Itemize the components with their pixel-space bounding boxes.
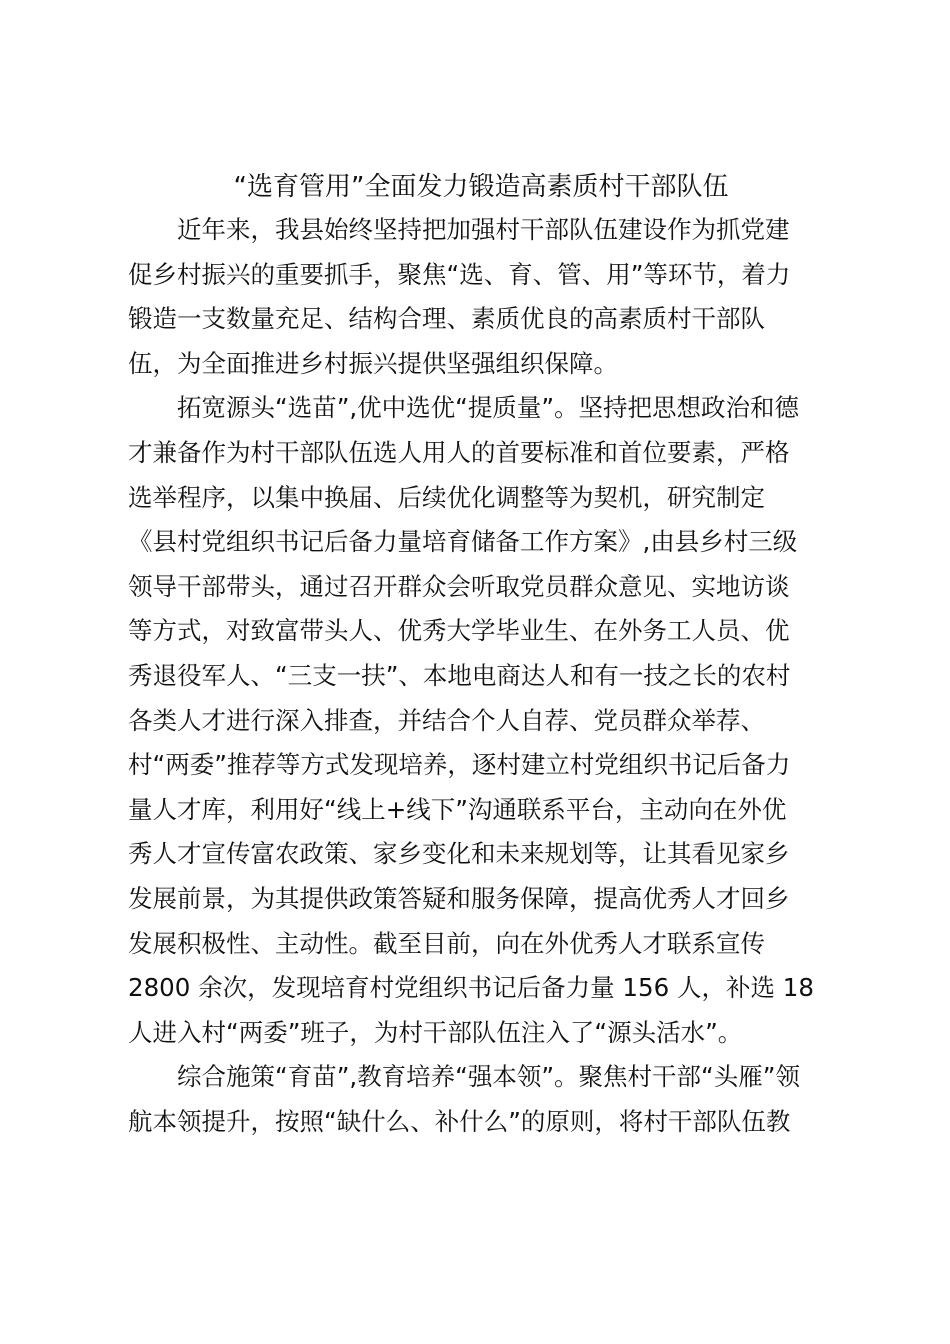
- text-line: 秀人才宣传富农政策、家乡变化和未来规划等，让其看见家乡: [128, 839, 790, 869]
- text-line: 才兼备作为村干部队伍选人用人的首要标准和首位要素，严格: [128, 437, 790, 467]
- text-line: 伍，为全面推进乡村振兴提供坚强组织保障。: [128, 348, 618, 378]
- text-line: 航本领提升，按照“缺什么、补什么”的原则，将村干部队伍教: [128, 1106, 791, 1136]
- text-line: 各类人才进行深入排查，并结合个人自荐、党员群众举荐、: [128, 705, 765, 735]
- text-line: 近年来，我县始终坚持把加强村干部队伍建设作为抓党建: [177, 215, 790, 244]
- text-line: 选举程序，以集中换届、后续优化调整等为契机，研究制定: [128, 482, 765, 512]
- paragraph-selection: [128, 386, 834, 1055]
- text-line: 量人才库，利用好“线上+线下”沟通联系平台，主动向在外优: [128, 794, 787, 824]
- text-line: 发展积极性、主动性。截至目前，向在外优秀人才联系宣传: [128, 928, 765, 958]
- text-line: 发展前景，为其提供政策答疑和服务保障，提高优秀人才回乡: [128, 883, 790, 913]
- text-line: 人进入村“两委”班子，为村干部队伍注入了“源头活水”。: [128, 1017, 743, 1047]
- text-line: 促乡村振兴的重要抓手，聚焦“选、育、管、用”等环节，着力: [128, 259, 791, 289]
- text-line: 2800 余次，发现培育村党组织书记后备力量 156 人，补选 18: [128, 973, 814, 1003]
- text-line: 综合施策“育苗”,教育培养“强本领”。聚焦村干部“头雁”领: [177, 1062, 800, 1092]
- text-line: 领导干部带头，通过召开群众会听取党员群众意见、实地访谈: [128, 571, 790, 601]
- document-page: [128, 168, 834, 1144]
- paragraph-intro: [128, 208, 834, 386]
- text-line: 秀退役军人、“三支一扶”、本地电商达人和有一技之长的农村: [128, 660, 791, 690]
- text-line: 等方式，对致富带头人、优秀大学毕业生、在外务工人员、优: [128, 616, 790, 646]
- paragraph-training: [128, 1055, 834, 1144]
- text-line: 拓宽源头“选苗”,优中选优“提质量”。坚持把思想政治和德: [177, 393, 800, 423]
- text-line: 《县村党组织书记后备力量培育储备工作方案》,由县乡村三级: [128, 527, 798, 557]
- text-line: 锻造一支数量充足、结构合理、素质优良的高素质村干部队: [128, 304, 765, 334]
- document-title: “选育管用”全面发力锻造高素质村干部队伍: [233, 172, 729, 202]
- text-line: 村“两委”推荐等方式发现培养，逐村建立村党组织书记后备力: [128, 750, 791, 780]
